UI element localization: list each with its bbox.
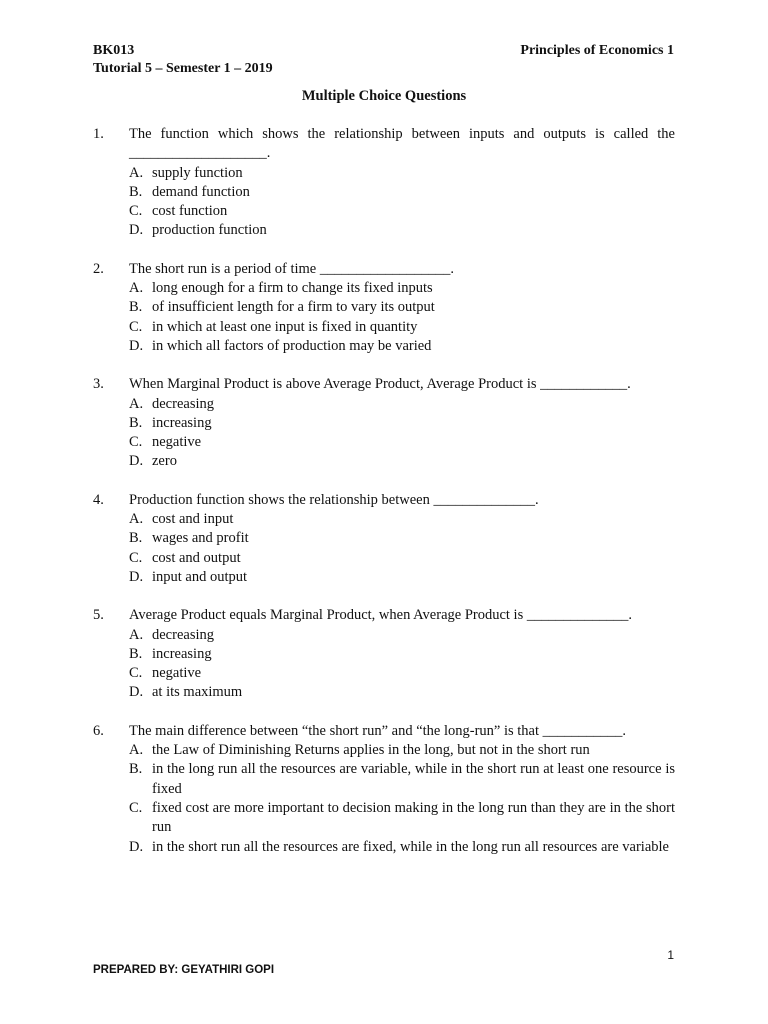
option-a xyxy=(129,395,675,414)
option-letter: A. xyxy=(129,742,144,759)
option-text: in which at least one input is fixed in quantity xyxy=(152,318,418,335)
option-c xyxy=(129,202,675,221)
option-c xyxy=(129,549,675,568)
option-d xyxy=(129,568,675,587)
question-3 xyxy=(93,375,675,471)
option-c xyxy=(129,664,675,683)
option-text: the Law of Diminishing Returns applies in the long, but not in the short run xyxy=(152,742,590,759)
question-number: 3. xyxy=(93,376,104,393)
option-text: wages and profit xyxy=(152,530,249,547)
option-letter: A. xyxy=(129,511,144,528)
option-letter: D. xyxy=(129,337,144,354)
option-letter: B. xyxy=(129,414,143,431)
option-b xyxy=(129,760,675,799)
option-a xyxy=(129,626,675,645)
option-letter: C. xyxy=(129,549,143,566)
option-letter: B. xyxy=(129,183,143,200)
option-text: cost function xyxy=(152,203,228,220)
question-number: 1. xyxy=(93,126,104,142)
option-letter: B. xyxy=(129,645,143,662)
question-2 xyxy=(93,260,675,356)
option-text: in the long run all the resources are variable, while in the short run at least one resource is fixed xyxy=(152,761,675,797)
option-text: cost and input xyxy=(152,511,234,528)
option-d xyxy=(129,452,675,471)
question-1 xyxy=(93,125,675,241)
question-number: 6. xyxy=(93,722,104,739)
question-number: 5. xyxy=(93,607,104,624)
option-letter: A. xyxy=(129,164,144,181)
page-title: Multiple Choice Questions xyxy=(301,88,467,104)
options-list xyxy=(129,741,675,857)
option-letter: C. xyxy=(129,318,143,335)
question-text: The function which shows the relationship between inputs and outputs is called the ___________________. xyxy=(129,126,675,162)
question-number: 4. xyxy=(93,491,104,508)
option-letter: D. xyxy=(129,684,144,701)
option-letter: B. xyxy=(129,299,143,316)
option-text: production function xyxy=(152,222,267,239)
option-text: of insufficient length for a firm to vary its output xyxy=(152,299,435,316)
options-list xyxy=(129,626,675,703)
footer-prepared-by: PREPARED BY: GEYATHIRI GOPI xyxy=(93,964,275,976)
option-letter: D. xyxy=(129,838,144,855)
option-text: decreasing xyxy=(152,626,214,643)
options-list xyxy=(129,164,675,241)
option-c xyxy=(129,433,675,452)
option-text: input and output xyxy=(152,568,248,585)
course-code: BK013 xyxy=(93,43,135,58)
option-a xyxy=(129,741,675,760)
option-letter: B. xyxy=(129,530,143,547)
option-b xyxy=(129,645,675,664)
option-d xyxy=(129,221,675,240)
course-name: Principles of Economics 1 xyxy=(520,43,674,58)
option-text: cost and output xyxy=(152,549,241,566)
option-letter: B. xyxy=(129,761,143,778)
option-a xyxy=(129,279,675,298)
option-a xyxy=(129,164,675,183)
option-letter: A. xyxy=(129,280,144,297)
option-letter: C. xyxy=(129,434,143,451)
option-letter: C. xyxy=(129,203,143,220)
option-text: at its maximum xyxy=(152,684,243,701)
option-text: in which all factors of production may be varied xyxy=(152,337,432,354)
question-text: Production function shows the relationship between ______________. xyxy=(129,491,539,508)
question-4 xyxy=(93,491,675,587)
option-b xyxy=(129,298,675,317)
option-a xyxy=(129,510,675,529)
option-text: increasing xyxy=(152,414,212,431)
option-text: supply function xyxy=(152,164,243,181)
question-6 xyxy=(93,722,675,857)
header-left xyxy=(93,42,273,78)
option-text: demand function xyxy=(152,183,250,200)
option-letter: C. xyxy=(129,665,143,682)
option-text: zero xyxy=(152,453,177,470)
question-number: 2. xyxy=(93,260,104,277)
question-text: Average Product equals Marginal Product, when Average Product is ______________. xyxy=(129,607,632,624)
option-c xyxy=(129,318,675,337)
question-list xyxy=(93,125,675,876)
options-list xyxy=(129,279,675,356)
tutorial-label: Tutorial 5 – Semester 1 – 2019 xyxy=(93,61,273,76)
option-d xyxy=(129,683,675,702)
option-text: negative xyxy=(152,665,202,682)
option-b xyxy=(129,529,675,548)
question-text: When Marginal Product is above Average Product, Average Product is ____________. xyxy=(129,376,631,393)
option-d xyxy=(129,337,675,356)
option-letter: D. xyxy=(129,568,144,585)
option-text: long enough for a firm to change its fixed inputs xyxy=(152,280,433,297)
option-c xyxy=(129,799,675,838)
option-b xyxy=(129,414,675,433)
option-text: negative xyxy=(152,434,202,451)
question-text: The main difference between “the short run” and “the long-run” is that ___________. xyxy=(129,722,627,739)
option-text: decreasing xyxy=(152,395,214,412)
option-text: in the short run all the resources are fixed, while in the long run all resources are variable xyxy=(152,838,669,855)
option-d xyxy=(129,838,675,857)
options-list xyxy=(129,395,675,472)
option-text: increasing xyxy=(152,645,212,662)
option-letter: D. xyxy=(129,453,144,470)
option-letter: C. xyxy=(129,799,143,816)
question-text: The short run is a period of time __________________. xyxy=(129,260,454,277)
option-text: fixed cost are more important to decision making in the long run than they are in the short run xyxy=(152,799,675,836)
option-letter: A. xyxy=(129,395,144,412)
options-list xyxy=(129,510,675,587)
question-5 xyxy=(93,606,675,702)
option-b xyxy=(129,183,675,202)
option-letter: A. xyxy=(129,626,144,643)
page-number: 1 xyxy=(667,948,674,962)
option-letter: D. xyxy=(129,222,144,239)
